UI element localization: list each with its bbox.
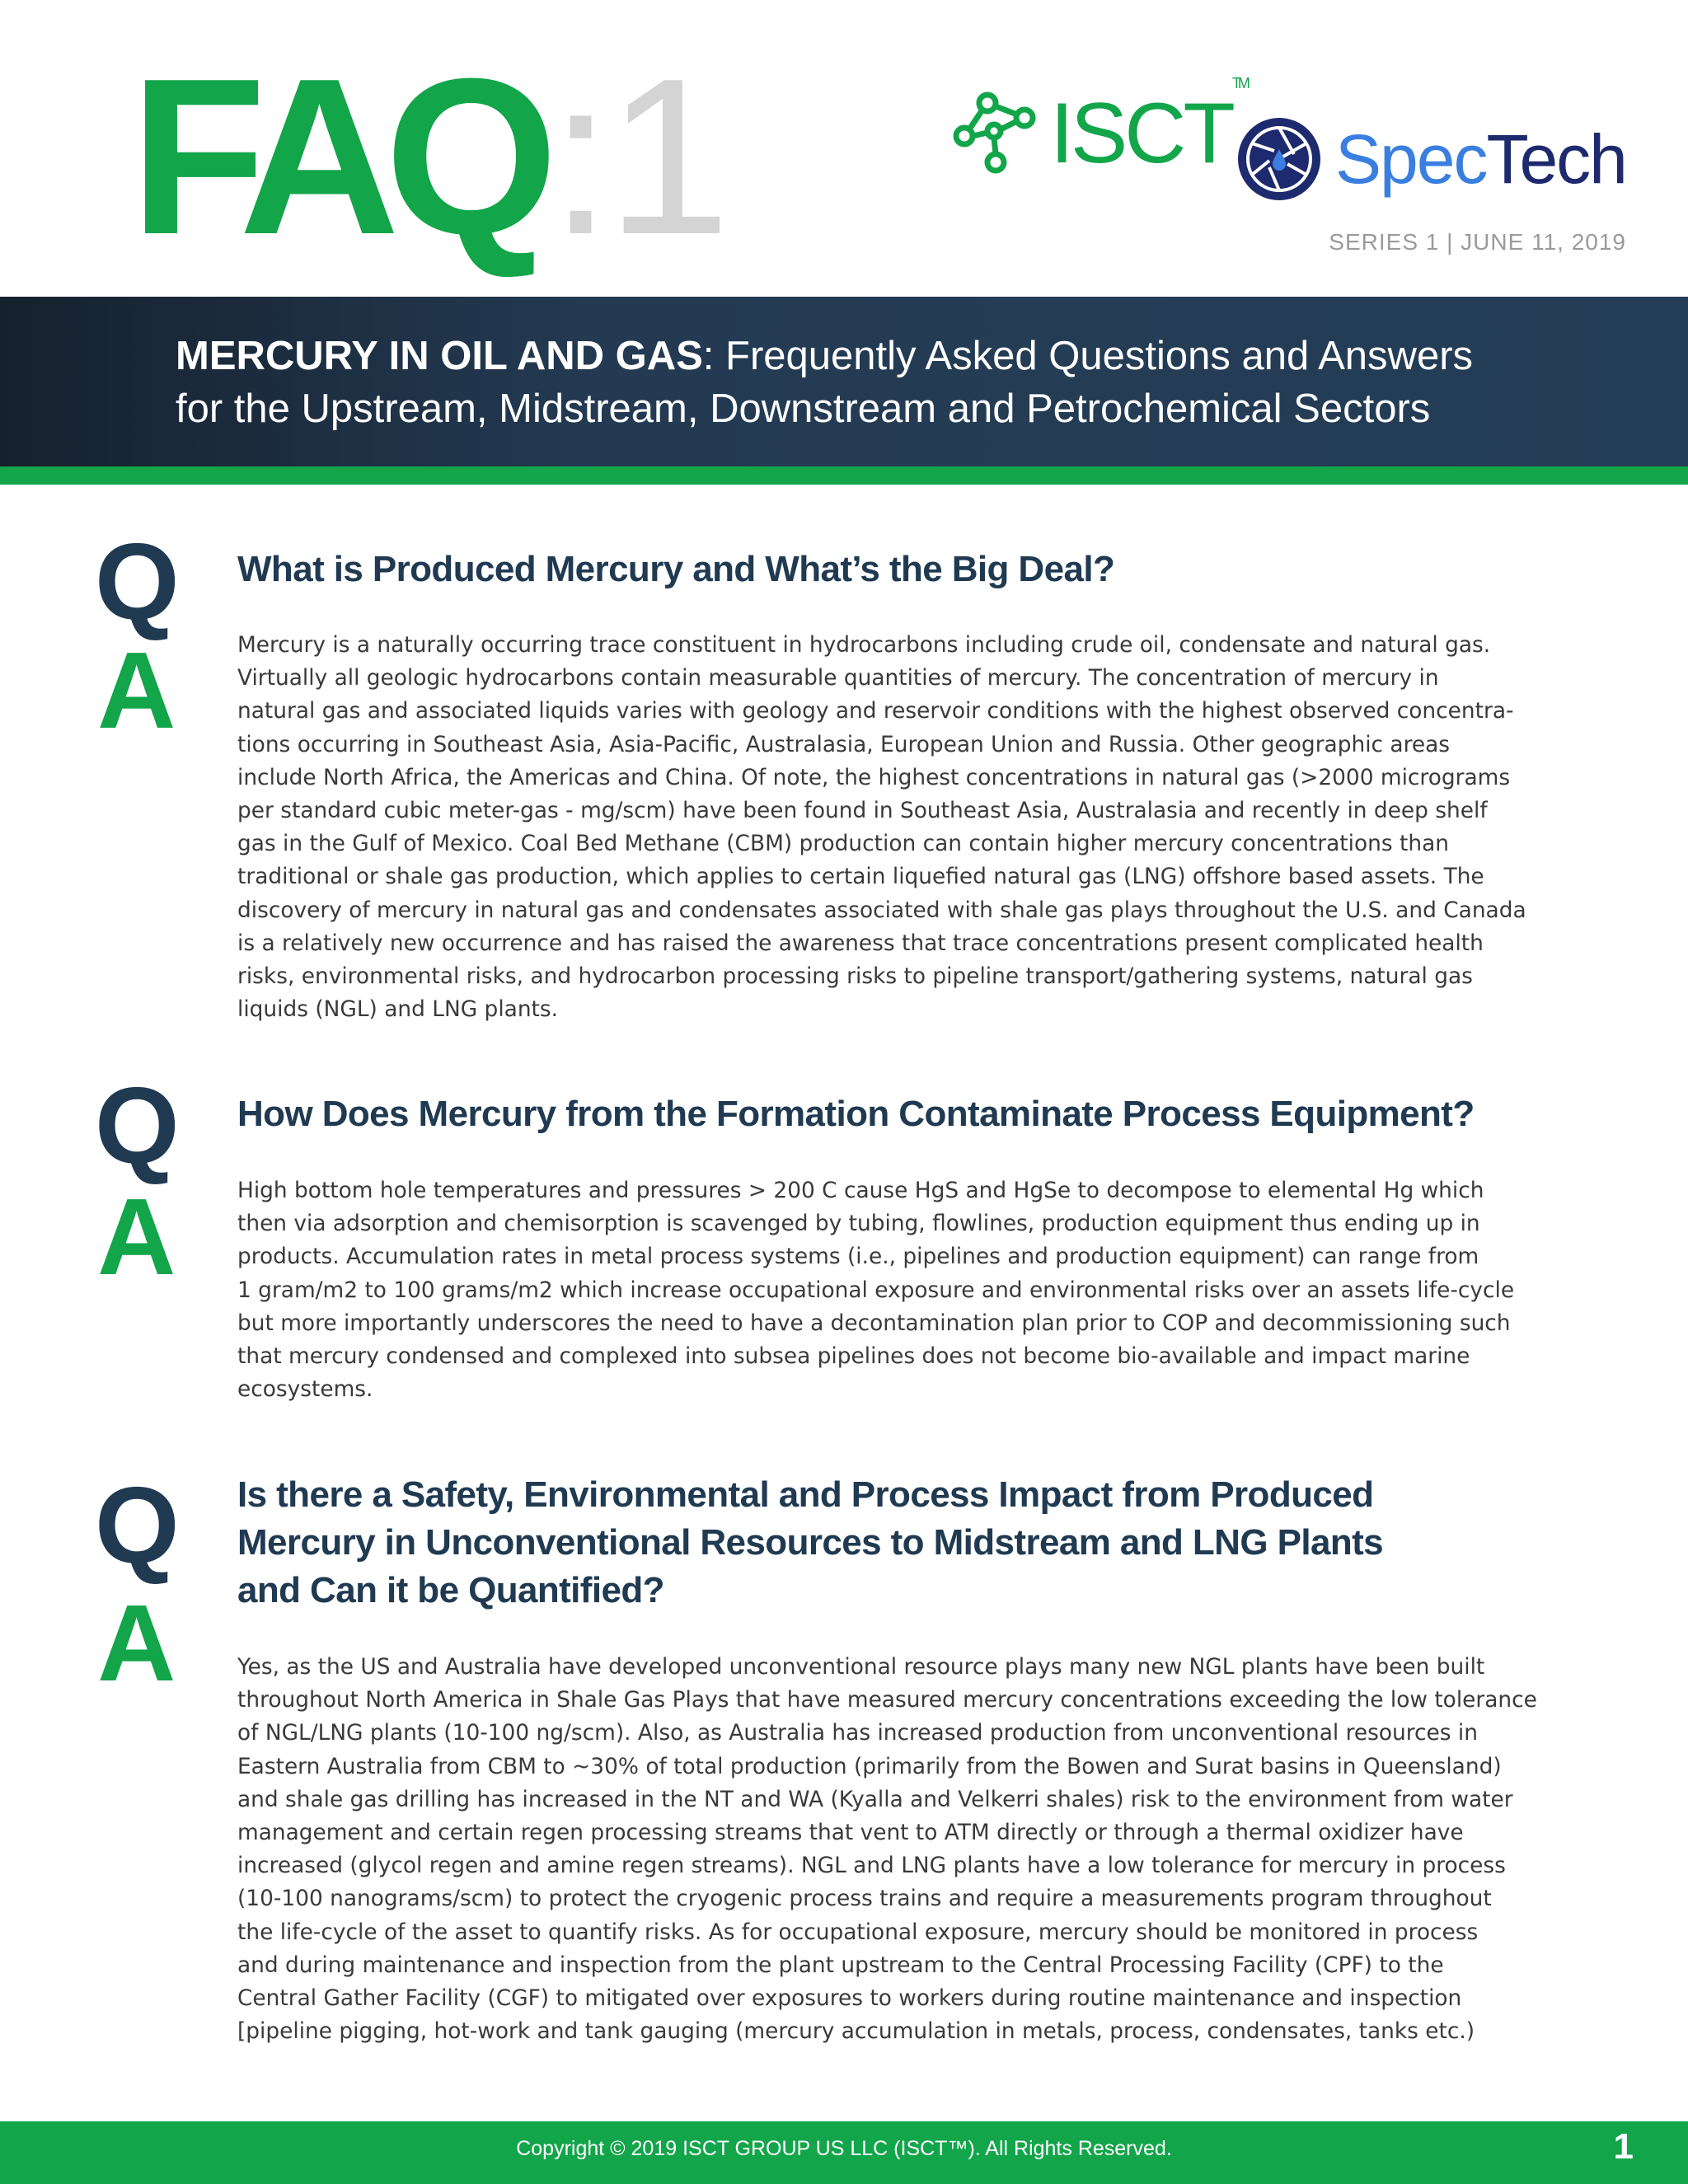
banner-line-2: for the Upstream, Midstream, Downstream and Petrochemical Sectors: [176, 387, 1431, 431]
q-label: Q: [95, 521, 180, 642]
faq-title: [130, 33, 726, 281]
q-label: Q: [95, 1065, 180, 1186]
faq-number: :1: [550, 33, 726, 281]
a-label: A: [97, 1176, 176, 1297]
answer-2: High bottom hole temperatures and pressures > 200 C cause HgS and HgSe to decompose to elemental Hg which then via adsorption and chemisorption is scavenged by tubing, flowlines, production equipment thus ending up in products. Accumulation rates in metal process systems (i.e., pipelines and production equipment) can range from 1 gram/m2 to 100 grams/m2 which increase occupational exposure and environmental risks over an assets life-cycle but more importantly underscores the need to have a decontamination plan prior to COP and decommissioning such that mercury condensed and complexed into subsea pipelines does not become bio-available and impact marine ecosystems.: [237, 1178, 1515, 1403]
spectech-wordmark: SpecTech: [1335, 120, 1626, 198]
copyright: Copyright © 2019 ISCT GROUP US LLC (ISCT™). All Rights Reserved.: [516, 2137, 1172, 2160]
aperture-icon: [1236, 116, 1322, 202]
banner-title: [176, 330, 1618, 435]
a-label: A: [97, 1582, 176, 1704]
faq-word: FAQ: [130, 33, 544, 281]
answer-3: Yes, as the US and Australia have developed unconventional resource plays many new NGL plants have been built throughout North America in Shale Gas Plays that have measured mercury concentrations exceeding the low tolerance of NGL/LNG plants (10-100 ng/scm). Also, as Australia has increased production from unconventional resources in Eastern Australia from CBM to ~30% of total production (primarily from the Bowen and Surat basins in Queensland) and shale gas drilling has increased in the NT and WA (Kyalla and Velkerri shales) risk to the environment from water management and certain regen processing streams that vent to ATM directly or through a thermal oxidizer have increased (glycol regen and amine regen streams). NGL and LNG plants have a low tolerance for mercury in process (10-100 nanograms/scm) to protect the cryogenic process trains and require a measurements program throughout the life-cycle of the asset to quantify risks. As for occupational exposure, mercury should be monitored in process and during maintenance and inspection from the plant upstream to the Central Processing Facility (CPF) to the Central Gather Facility (CGF) to mitigated over exposures to workers during routine maintenance and inspection [pipeline pigging, hot-work and tank gauging (mercury accumulation in metals, process, condensates, tanks etc.): [237, 1654, 1537, 2045]
page-number: 1: [1613, 2126, 1634, 2167]
a-label: A: [97, 630, 176, 751]
banner-line-1: [176, 330, 1618, 382]
molecule-icon: [946, 88, 1045, 179]
q-label: Q: [95, 1465, 180, 1586]
banner-bold: MERCURY IN OIL AND GAS: [176, 334, 703, 378]
isct-trademark: TM: [1231, 75, 1247, 91]
banner-accent-stripe: [0, 466, 1688, 485]
isct-wordmark: ISCT™: [1050, 75, 1247, 181]
spectech-logo: [1236, 114, 1626, 204]
question-3: Is there a Safety, Environmental and Process Impact from Produced Mercury in Unconventional Resources to Midstream and LNG Plants and Can it be Quantified?: [237, 1474, 1384, 1610]
answer-1: Mercury is a naturally occurring trace constituent in hydrocarbons including crude oil, condensate and natural gas. Virtually all geologic hydrocarbons contain measurable quantities of mercury. The concentration of mercury in natural gas and associated liquids varies with geology and reservoir conditions with the highest observed concentra- tions occurring in Southeast Asia, Asia-Pacific, Australasia, European Union and Russia. Other geographic areas include North Africa, the Americas and China. Of note, the highest concentrations in natural gas (>2000 micrograms per standard cubic meter-gas - mg/scm) have been found in Southeast Asia, Australasia and recently in deep shelf gas in the Gulf of Mexico. Coal Bed Methane (CBM) production can contain higher mercury concentrations than traditional or shale gas production, which applies to certain liquefied natural gas (LNG) offshore based assets. The discovery of mercury in natural gas and condensates associated with shale gas plays throughout the U.S. and Canada is a relatively new occurrence and has raised the awareness that trace concentrations present complicated health risks, environmental risks, and hydrocarbon processing risks to pipeline transport/gathering systems, natural gas liquids (NGL) and LNG plants.: [237, 632, 1526, 1023]
isct-logo: [946, 76, 1247, 191]
question-1: What is Produced Mercury and What’s the Big Deal?: [237, 549, 1115, 589]
banner-rest: : Frequently Asked Questions and Answers: [702, 334, 1474, 378]
series-date: SERIES 1 | JUNE 11, 2019: [1329, 229, 1626, 255]
question-2: How Does Mercury from the Formation Contaminate Process Equipment?: [237, 1094, 1475, 1134]
